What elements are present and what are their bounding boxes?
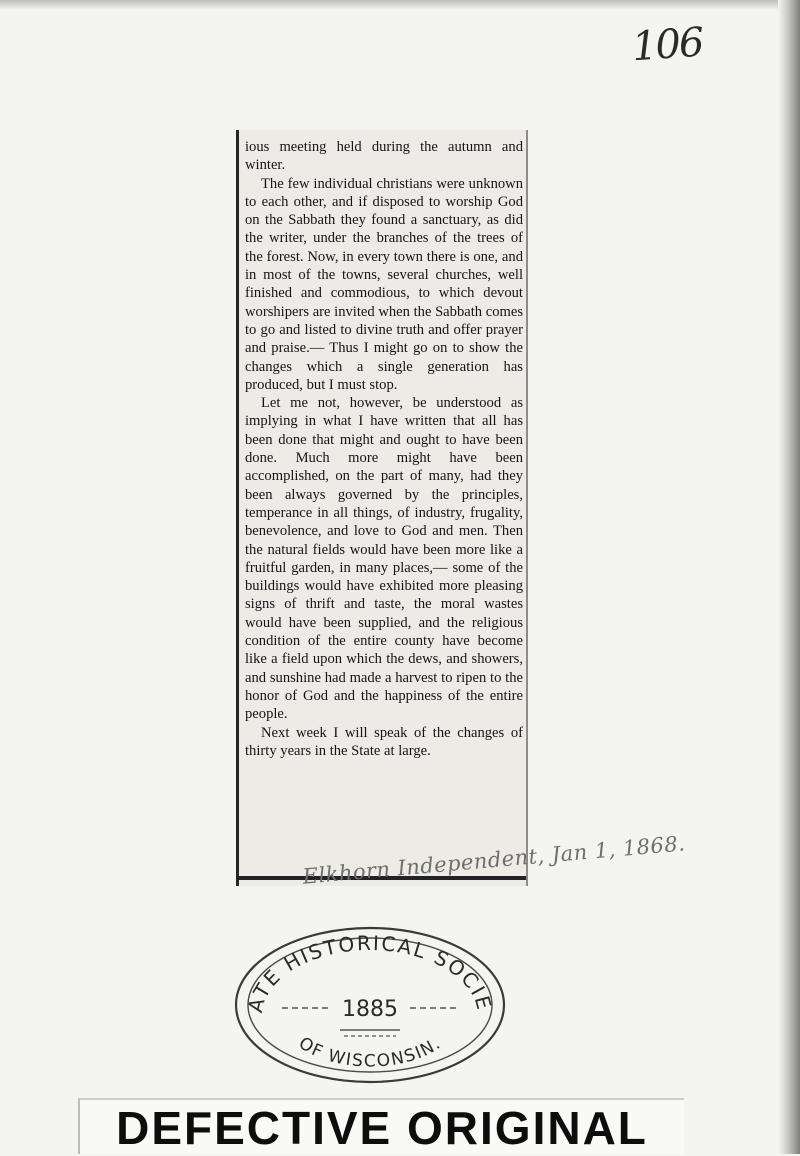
clipping-paragraph: Next week I will speak of the changes of thirty years in the State at large. bbox=[245, 724, 523, 759]
clipping-paragraph: ious meeting held during the autumn and winter. bbox=[245, 139, 523, 174]
stamp-graphic bbox=[232, 924, 508, 1086]
clipping-text bbox=[245, 138, 523, 760]
stamp-top-text: ATE HISTORICAL SOCIE bbox=[242, 930, 497, 1015]
handwritten-page-number: 106 bbox=[630, 19, 704, 71]
defective-original-banner: DEFECTIVE ORIGINAL bbox=[78, 1098, 684, 1154]
handwritten-source-annotation: Elkhorn Independent, Jan 1, 1868. bbox=[301, 831, 687, 889]
newspaper-clipping bbox=[236, 130, 528, 886]
library-stamp bbox=[232, 924, 508, 1086]
scan-top-edge bbox=[0, 0, 800, 10]
scan-page-edge bbox=[778, 0, 800, 1154]
clipping-paragraph: Let me not, however, be understood as implying in what I have written that all has been done that might and ought to have been done. Much more might have been accomplished, on the part of many, had they been always governed by the principles, temperance in all things, of industry, frugality, benevolence, and love to God and men. Then the natural fields would have been more like a fruitful garden, in many places,— some of the buildings would have exhibited more pleasing signs of thrift and taste, the moral wastes would have been supplied, and the religious condition of the entire county have become like a field upon which the dews, and showers, and sunshine had made a harvest to ripen to the honor of God and the happiness of the entire people. bbox=[245, 395, 523, 723]
stamp-year: 1885 bbox=[342, 997, 398, 1022]
clipping-paragraph: The few individual christians were unknown to each other, and if disposed to worship God on the Sabbath they found a sanctuary, as did the writer, under the branches of the trees of the forest. Now, in every town there is one, and in most of the towns, several churches, well finished and commodious, to which devout worshipers are invited when the Sabbath comes to go and listed to divine truth and offer prayer and praise.— Thus I might go on to show the changes which a single generation has produced, but I must stop. bbox=[245, 175, 524, 393]
stamp-bottom-text: OF WISCONSIN. bbox=[294, 1033, 446, 1072]
